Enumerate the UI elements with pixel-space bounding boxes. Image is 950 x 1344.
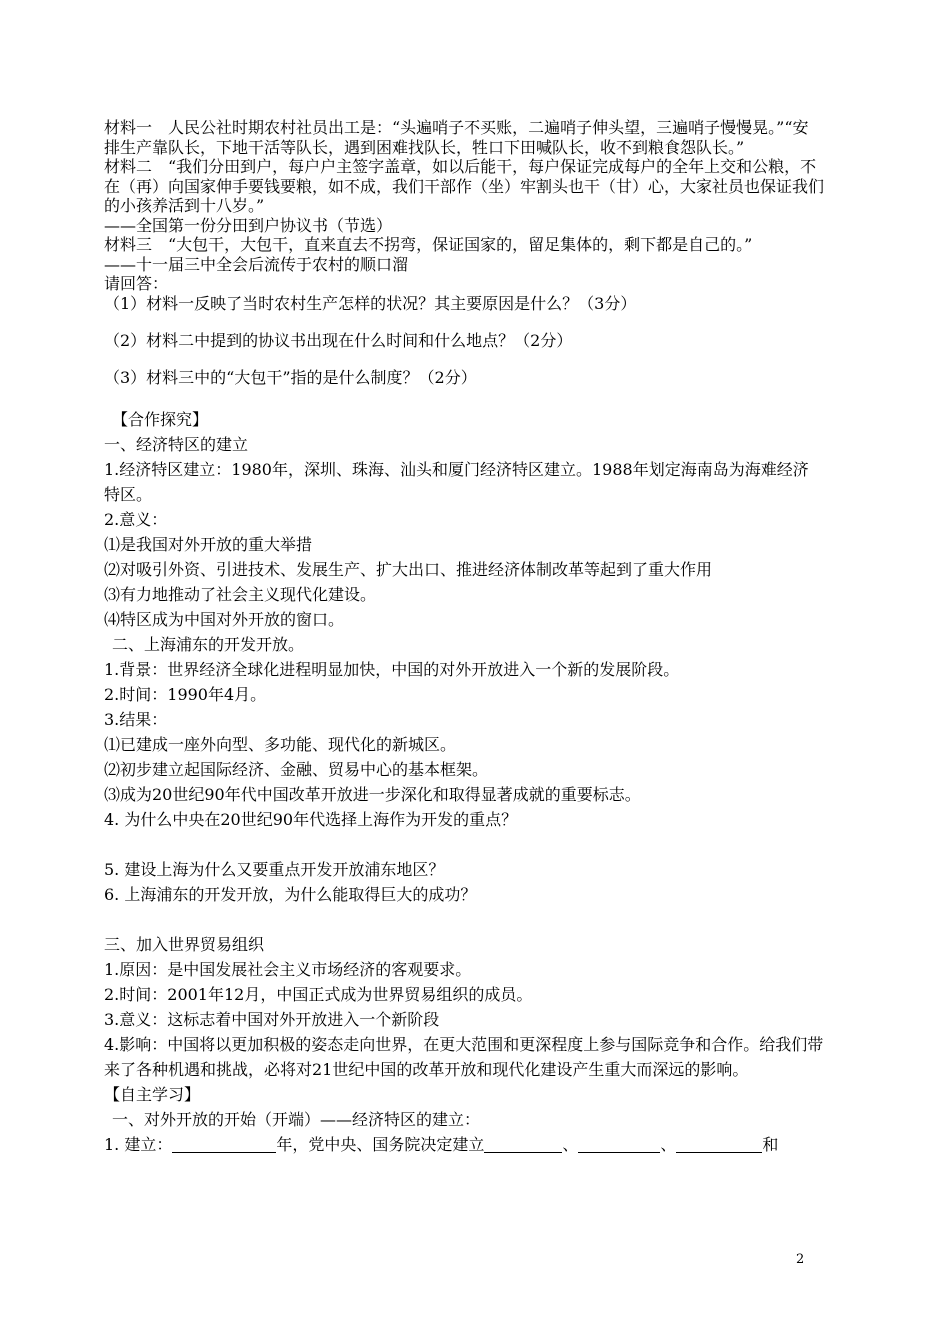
section1-line: ⑴是我国对外开放的重大举措: [104, 534, 313, 554]
self-study-subheading: 一、对外开放的开始（开端）——经济特区的建立：: [112, 1109, 481, 1129]
section3-title: 三、加入世界贸易组织: [104, 934, 265, 954]
material-three-source: ——十一届三中全会后流传于农村的顺口溜: [104, 254, 409, 274]
blank-zone-2[interactable]: [578, 1134, 660, 1153]
material-three: 材料三 “大包干，大包干，直来直去不拐弯，保证国家的，留足集体的，剩下都是自己的。”: [104, 235, 753, 254]
section1-line: ⑶有力地推动了社会主义现代化建设。: [104, 584, 377, 604]
fill-in-line: [104, 1132, 824, 1157]
section2-line: 6. 上海浦东的开发开放，为什么能取得巨大的成功？: [104, 884, 477, 904]
fill-separator: 、: [562, 1134, 579, 1154]
material-two: 材料二 “我们分田到户，每户户主签字盖章，如以后能干，每户保证完成每户的全年上交和公粮，不在（再）向国家伸手要钱要粮，如不成，我们干部作（坐）牢割头也干（甘）心，大家社员也保证我们的小孩养活到十八岁。”: [104, 157, 825, 215]
section2-title: 二、上海浦东的开发开放。: [112, 634, 305, 654]
fill-end: 和: [762, 1134, 779, 1154]
question-1: （1）材料一反映了当时农村生产怎样的状况？其主要原因是什么？（3分）: [104, 293, 637, 313]
blank-zone-3[interactable]: [676, 1134, 762, 1153]
section3-line: 3.意义：这标志着中国对外开放进入一个新阶段: [104, 1009, 440, 1029]
page-content: [104, 118, 824, 1157]
section2-line: ⑵初步建立起国际经济、金融、贸易中心的基本框架。: [104, 759, 489, 779]
question-3: （3）材料三中的“大包干”指的是什么制度？（2分）: [104, 367, 477, 387]
section2-line: 4. 为什么中央在20世纪90年代选择上海作为开发的重点？: [104, 809, 518, 829]
material-one: 材料一 人民公社时期农村社员出工是：“头遍哨子不买账，二遍哨子伸头望，三遍哨子慢慢晃。”“安排生产靠队长，下地干活等队长，遇到困难找队长，牲口下田喊队长，收不到粮食怨队长。”: [104, 118, 809, 157]
section2-line: 3.结果：: [104, 709, 168, 729]
section1-line: 1.经济特区建立：1980年，深圳、珠海、汕头和厦门经济特区建立。1988年划定海南岛为海难经济特区。: [104, 459, 809, 504]
fill-separator: 、: [660, 1134, 677, 1154]
section1-line: ⑷特区成为中国对外开放的窗口。: [104, 609, 345, 629]
question-2: （2）材料二中提到的协议书出现在什么时间和什么地点？（2分）: [104, 330, 573, 350]
fill-mid-text: 年，党中央、国务院决定建立: [276, 1134, 485, 1154]
cooperative-inquiry: [104, 407, 824, 1157]
section1-line: 2.意义：: [104, 509, 168, 529]
material-two-source: ——全国第一份分田到户协议书（节选）: [104, 215, 393, 235]
materials-block: [104, 118, 824, 294]
section2-line: 1.背景：世界经济全球化进程明显加快，中国的对外开放进入一个新的发展阶段。: [104, 659, 680, 679]
section3-line: 1.原因：是中国发展社会主义市场经济的客观要求。: [104, 959, 472, 979]
self-study-heading: 【自主学习】: [104, 1084, 201, 1104]
section2-line: ⑴已建成一座外向型、多功能、现代化的新城区。: [104, 734, 457, 754]
section1-line: ⑵对吸引外资、引进技术、发展生产、扩大出口、推进经济体制改革等起到了重大作用: [104, 559, 713, 579]
coop-heading: 【合作探究】: [112, 409, 209, 429]
page-number: 2: [796, 1252, 805, 1267]
section2-line: ⑶成为20世纪90年代中国改革开放进一步深化和取得显著成就的重要标志。: [104, 784, 641, 804]
section1-title: 一、经济特区的建立: [104, 434, 249, 454]
fill-prefix: 1. 建立：: [104, 1134, 173, 1154]
section2-line: 5. 建设上海为什么又要重点开发开放浦东地区？: [104, 859, 445, 879]
blank-zone-1[interactable]: [484, 1134, 562, 1153]
section3-line: 2.时间：2001年12月，中国正式成为世界贸易组织的成员。: [104, 984, 533, 1004]
answer-prompt: 请回答：: [104, 274, 169, 293]
section2-line: 2.时间：1990年4月。: [104, 684, 267, 704]
section3-line: 4.影响：中国将以更加积极的姿态走向世界，在更大范围和更深程度上参与国际竞争和合作。给我们带来了各种机遇和挑战，必将对21世纪中国的改革开放和现代化建设产生重大而深远的影响。: [104, 1034, 824, 1079]
blank-year[interactable]: [172, 1134, 276, 1153]
